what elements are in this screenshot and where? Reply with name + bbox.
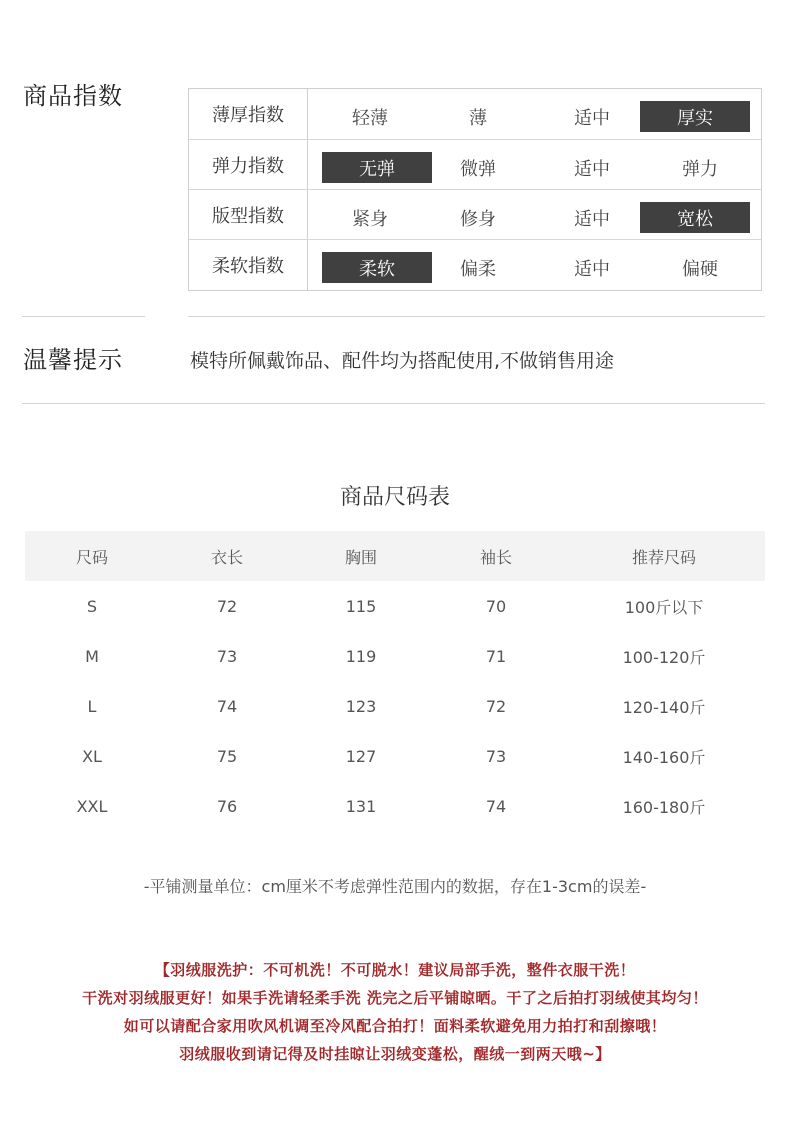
size-header-cell: 衣长 [210,547,243,567]
index-option: 适中 [574,107,610,129]
size-header-cell: 袖长 [479,547,512,567]
divider [22,403,765,404]
size-cell: M [85,646,99,666]
size-cell: 160-180斤 [622,797,706,817]
index-option: 厚实 [640,101,750,132]
size-cell: 119 [345,646,377,666]
size-cell: 73 [485,746,507,766]
size-cell: 127 [345,746,377,766]
size-cell: 75 [216,746,238,766]
index-option: 柔软 [322,252,432,283]
tips-title: 温馨提示 [23,346,123,374]
index-option: 修身 [460,208,496,230]
size-cell: 74 [485,796,507,816]
care-line: 【羽绒服洗护：不可机洗！不可脱水！建议局部手洗，整件衣服干洗！ [154,961,636,979]
index-option: 适中 [574,158,610,180]
index-row-fit [189,189,761,240]
index-section-title: 商品指数 [23,82,123,110]
size-cell: L [87,696,97,716]
index-row-label: 弹力指数 [189,140,308,190]
tips-text: 模特所佩戴饰品、配件均为搭配使用,不做销售用途 [190,350,615,372]
size-cell: 74 [216,696,238,716]
index-option: 适中 [574,208,610,230]
size-header-cell: 推荐尺码 [631,547,696,567]
index-option: 弹力 [682,158,718,180]
measurement-note: -平铺测量单位：cm厘米不考虑弹性范围内的数据，存在1-3cm的误差- [143,877,647,896]
index-option: 微弹 [460,158,496,180]
divider [188,316,765,317]
index-option: 轻薄 [352,107,388,129]
size-cell: S [86,596,98,616]
size-cell: 115 [345,596,377,616]
care-line: 羽绒服收到请记得及时挂晾让羽绒变蓬松，醒绒一到两天哦~】 [179,1045,611,1063]
size-cell: 72 [485,696,507,716]
index-grid [188,88,762,291]
size-cell: 76 [216,796,238,816]
size-cell: 71 [485,646,507,666]
index-row-softness [189,239,761,290]
size-cell: XXL [76,796,108,816]
index-option: 偏硬 [682,258,718,280]
index-option: 偏柔 [460,258,496,280]
size-cell: 140-160斤 [622,747,706,767]
care-line: 干洗对羽绒服更好！如果手洗请轻柔手洗 洗完之后平铺晾晒。干了之后拍打羽绒使其均匀！ [82,989,708,1007]
index-row-label: 薄厚指数 [189,89,308,139]
index-option: 紧身 [352,208,388,230]
size-header-cell: 胸围 [344,547,377,567]
size-cell: 100-120斤 [622,647,706,667]
size-cell: 131 [345,796,377,816]
size-cell: 100斤以下 [624,597,704,617]
index-option: 薄 [469,107,487,129]
index-option: 适中 [574,258,610,280]
index-row-label: 柔软指数 [189,240,308,290]
index-row-thickness [189,89,761,139]
care-line: 如可以请配合家用吹风机调至冷风配合拍打！面料柔软避免用力拍打和刮擦哦！ [123,1017,667,1035]
size-cell: 70 [485,596,507,616]
size-cell: 123 [345,696,377,716]
size-table-title: 商品尺码表 [339,485,450,510]
size-cell: 120-140斤 [622,697,706,717]
size-cell: 72 [216,596,238,616]
divider [22,316,145,317]
index-row-label: 版型指数 [189,190,308,240]
size-cell: 73 [216,646,238,666]
size-cell: XL [82,746,102,766]
size-header-cell: 尺码 [75,547,108,567]
index-option: 宽松 [640,202,750,233]
index-row-elasticity [189,139,761,190]
index-option: 无弹 [322,152,432,183]
